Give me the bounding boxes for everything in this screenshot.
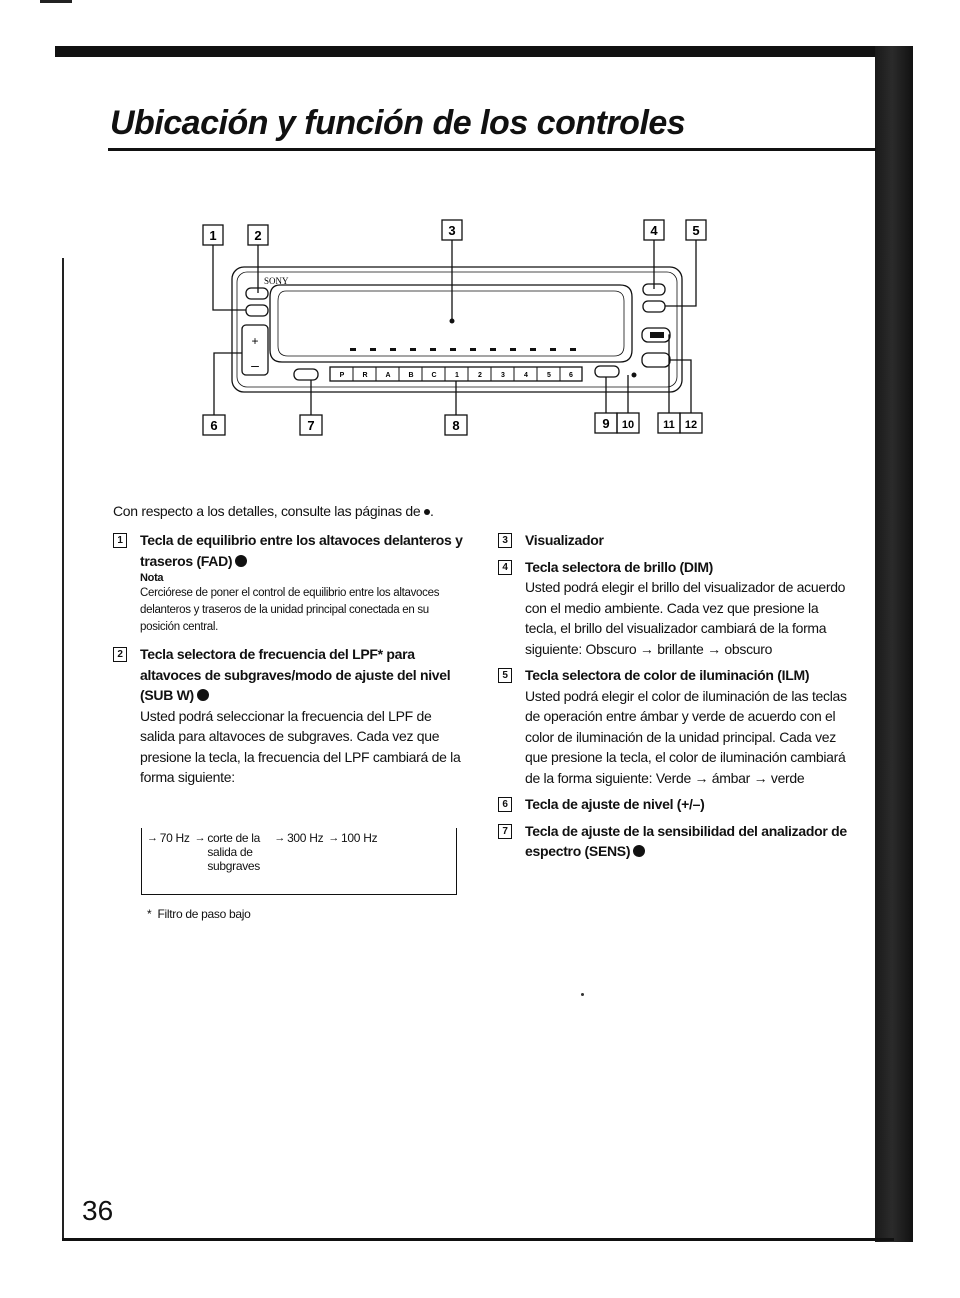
note-label: Nota	[140, 572, 164, 584]
page-ref-mark-icon	[235, 555, 247, 567]
brand-logo: SONY	[264, 276, 289, 286]
preset-label-1: 1	[455, 372, 459, 379]
item-number: 2	[113, 647, 127, 662]
intro-text: Con respecto a los detalles, consulte las páginas de	[113, 503, 421, 519]
page-ref-bullet-icon	[424, 509, 430, 515]
item-number: 4	[498, 560, 512, 575]
item-title: Tecla selectora de color de iluminación (ILM)	[525, 667, 810, 683]
page-edge-bar	[875, 46, 913, 1242]
item-3	[498, 530, 848, 551]
item-4	[498, 557, 848, 660]
item-body: Usted podrá elegir el brillo del visualizador de acuerdo con el medio ambiente. Cada vez que presione la tecla, el brillo del visualizador cambiará de la forma siguiente: Obscuro → brillante → obscuro	[525, 579, 846, 657]
item-number: 6	[498, 797, 512, 812]
callout-6: 6	[210, 418, 218, 433]
right-column	[498, 530, 848, 868]
flow-step-1: 70 Hz	[159, 831, 190, 845]
preset-label-b: B	[408, 372, 414, 379]
callout-9: 9	[602, 416, 610, 431]
page-title: Ubicación y función de los controles	[110, 104, 686, 142]
item-7	[498, 821, 848, 862]
page-number: 36	[82, 1195, 114, 1226]
item-body: Usted podrá elegir el color de iluminación de las teclas de operación entre ámbar y verde de acuerdo con el color de iluminación de la unidad principal. Cada vez que presione la tecla, el color de iluminación cambiará de la forma siguiente: Verde → ámbar → verde	[525, 687, 847, 786]
flow-step-2: corte de la salida de subgraves	[207, 831, 261, 873]
item-number: 3	[498, 533, 512, 548]
callout-1: 1	[209, 228, 217, 243]
flow-step-3: 300 Hz	[287, 831, 324, 845]
item-title: Tecla selectora de brillo (DIM)	[525, 558, 714, 575]
item-5	[498, 665, 848, 788]
item-body: Usted podrá seleccionar la frecuencia del LPF de salida para altavoces de subgraves. Cada vez que presione la tecla, la frecuencia del LPF cambiará de la forma siguiente:	[140, 707, 461, 785]
item-number: 5	[498, 668, 512, 683]
preset-label-3: 3	[501, 372, 505, 379]
arrow-icon: →	[274, 832, 286, 844]
left-border-line	[62, 258, 64, 1240]
header-rule	[55, 46, 875, 57]
item-number: 7	[498, 824, 512, 839]
preset-label-4: 4	[524, 372, 528, 379]
item-title: Tecla selectora de frecuencia del LPF* para altavoces de subgraves/modo de ajuste del nivel (SUB W)	[140, 646, 451, 703]
stray-dot	[581, 993, 584, 996]
callout-3: 3	[448, 223, 456, 238]
left-column	[113, 530, 463, 794]
minus-icon: –	[251, 357, 259, 373]
item-2	[113, 644, 463, 788]
preset-label-a: A	[385, 372, 391, 379]
page-ref-mark-icon	[633, 845, 645, 857]
item-title: Visualizador	[525, 532, 604, 548]
note-text: Cerciórese de poner el control de equilibrio entre los altavoces delanteros y traseros de la unidad principal conectada en su posición central.	[140, 587, 440, 633]
arrow-icon: →	[147, 832, 158, 844]
callout-11: 11	[663, 419, 675, 431]
item-title: Tecla de ajuste de nivel (+/–)	[525, 796, 705, 812]
flow-step-4: 100 Hz	[341, 831, 378, 845]
footnote: * Filtro de paso bajo	[147, 907, 251, 921]
plus-icon: +	[251, 334, 259, 348]
callout-10: 10	[621, 419, 635, 431]
item-title: Tecla de ajuste de la sensibilidad del analizador de espectro (SENS)	[525, 822, 847, 859]
item-title: Tecla de equilibrio entre los altavoces delanteros y traseros (FAD)	[140, 532, 463, 569]
item-6	[498, 794, 848, 815]
callout-5: 5	[692, 223, 700, 238]
arrow-icon: →	[328, 832, 340, 844]
preset-label-r: R	[362, 372, 368, 379]
callout-7: 7	[307, 418, 315, 433]
page-ref-mark-icon	[197, 689, 209, 701]
intro-line: Con respecto a los detalles, consulte las páginas de .	[113, 503, 434, 519]
callout-12: 12	[684, 419, 698, 431]
arrow-icon: →	[194, 832, 206, 844]
top-corner-line	[40, 0, 72, 3]
item-1	[113, 530, 463, 636]
preset-label-c: C	[431, 372, 437, 379]
preset-label-2: 2	[478, 372, 482, 379]
item-number: 1	[113, 533, 127, 548]
callout-8: 8	[452, 418, 460, 433]
preset-label-6: 6	[569, 372, 573, 379]
title-underline	[108, 148, 876, 151]
flow-cycle	[145, 831, 377, 873]
callout-4: 4	[650, 223, 658, 238]
callout-2: 2	[254, 228, 262, 243]
footer-rule	[62, 1238, 894, 1241]
control-panel-diagram	[190, 215, 730, 445]
preset-label-5: 5	[547, 372, 551, 379]
preset-label-p: P	[339, 372, 345, 379]
